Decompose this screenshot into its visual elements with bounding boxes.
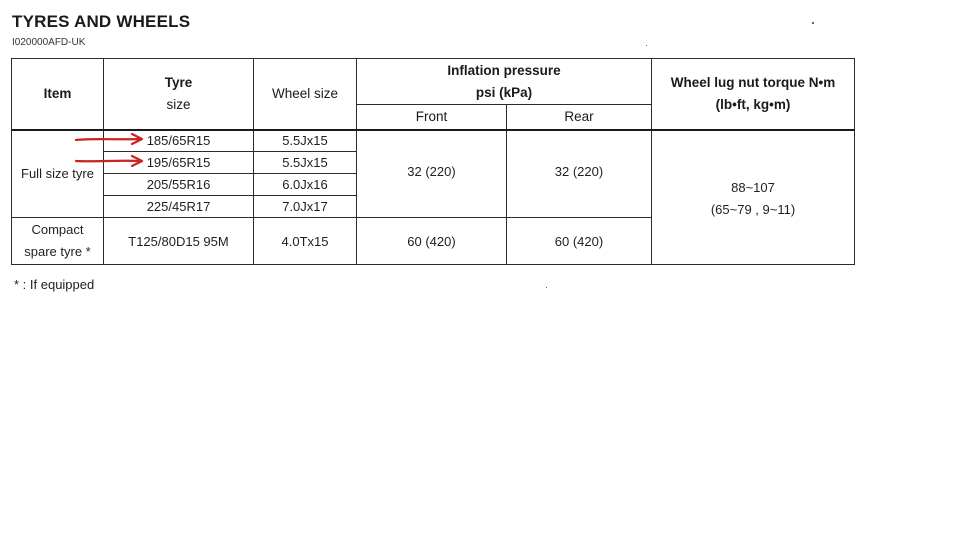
header-front <box>357 105 507 130</box>
scan-speck <box>546 287 547 288</box>
tyre-size-value: 205/55R16 <box>146 177 211 192</box>
compact-item-line2: spare tyre * <box>24 244 91 259</box>
header-item-label: Item <box>43 85 72 101</box>
tyre-size-cell <box>104 174 254 196</box>
wheel-size-cell <box>254 196 357 218</box>
full-size-front-value: 32 (220) <box>407 163 456 179</box>
compact-wheel-value: 4.0Tx15 <box>281 233 329 249</box>
compact-rear-cell <box>507 218 652 265</box>
full-size-item-label: Full size tyre <box>21 166 94 182</box>
tyre-size-value: 225/45R17 <box>146 199 211 214</box>
wheel-size-cell <box>254 174 357 196</box>
wheel-size-value: 5.5Jx15 <box>282 133 328 149</box>
header-front-label: Front <box>415 108 448 124</box>
header-tyre-size-line2: size <box>166 96 191 112</box>
header-rear-label: Rear <box>564 108 594 124</box>
wheel-size-value: 6.0Jx16 <box>282 177 328 192</box>
document-code: I020000AFD-UK <box>12 37 86 48</box>
header-torque <box>652 59 855 130</box>
footnote: * : If equipped <box>14 277 95 292</box>
header-wheel-size-label: Wheel size <box>271 85 339 101</box>
compact-front-cell <box>357 218 507 265</box>
compact-front-value: 60 (420) <box>407 233 456 249</box>
header-rear <box>507 105 652 130</box>
header-inflation <box>357 59 652 105</box>
scan-speck <box>812 22 814 24</box>
page-title: TYRES AND WHEELS <box>12 12 191 31</box>
torque-value-line1: 88~107 <box>731 179 775 195</box>
header-inflation-line1: Inflation pressure <box>447 62 561 78</box>
annotation-arrow <box>74 133 146 145</box>
header-inflation-line2: psi (kPa) <box>475 84 533 100</box>
header-torque-line1: Wheel lug nut torque N•m <box>670 74 836 90</box>
full-size-rear-value: 32 (220) <box>554 163 604 179</box>
header-item <box>12 59 104 130</box>
full-size-rear <box>507 130 652 218</box>
compact-item-line1: Compact <box>31 222 84 237</box>
compact-rear-value: 60 (420) <box>554 233 604 249</box>
tyre-size-value: 185/65R15 <box>146 133 211 149</box>
tyre-size-cell <box>104 196 254 218</box>
header-tyre-size <box>104 59 254 130</box>
header-torque-line2: (lb•ft, kg•m) <box>715 96 791 112</box>
compact-tyre-value: T125/80D15 95M <box>128 233 229 249</box>
wheel-size-value: 7.0Jx17 <box>282 199 328 214</box>
tyre-size-value: 195/65R15 <box>146 155 211 170</box>
compact-wheel-cell <box>254 218 357 265</box>
annotation-arrow <box>74 155 146 167</box>
compact-tyre-cell <box>104 218 254 265</box>
wheel-size-value: 5.5Jx15 <box>282 155 328 170</box>
wheel-size-cell <box>254 152 357 174</box>
header-wheel-size <box>254 59 357 130</box>
header-tyre-size-line1: Tyre <box>164 74 193 90</box>
wheel-size-cell <box>254 130 357 152</box>
full-size-front <box>357 130 507 218</box>
scan-speck <box>646 45 647 46</box>
torque-value-line2: (65~79 , 9~11) <box>710 201 796 217</box>
torque-value <box>652 130 855 265</box>
compact-item <box>12 218 104 265</box>
